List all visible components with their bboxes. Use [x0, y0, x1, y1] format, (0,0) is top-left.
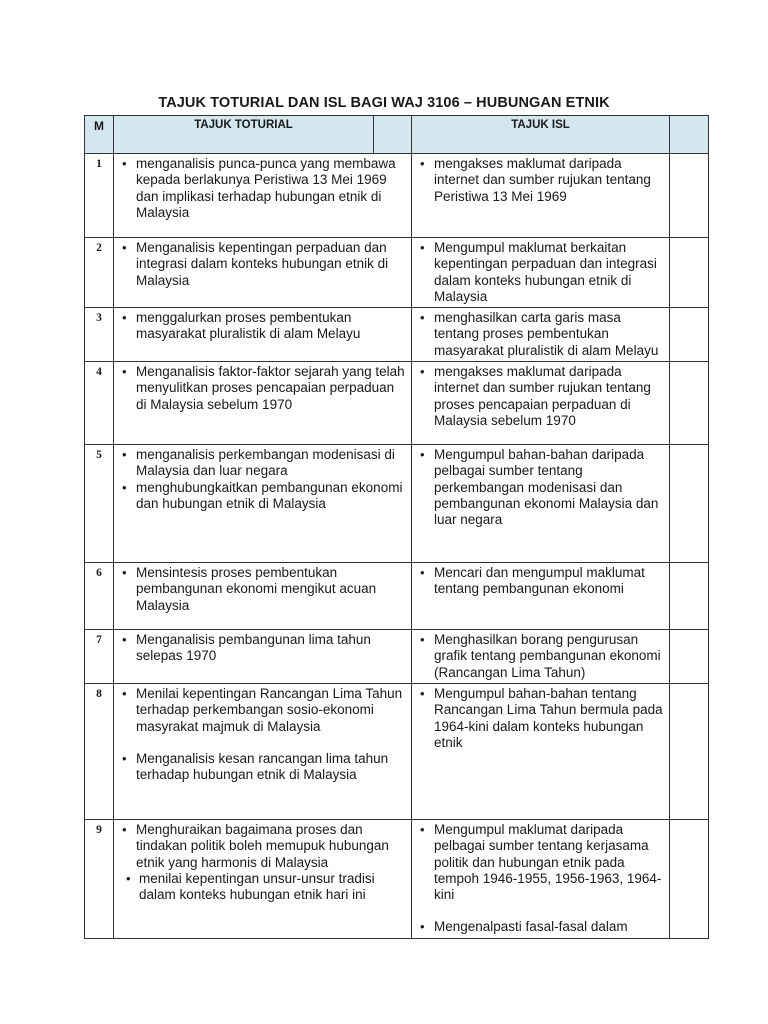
row-number: 5: [85, 445, 114, 563]
list-item: • Mengumpul bahan-bahan tentang Rancangan Lima Tahun bermula pada 1964-kini dalam konteks hubungan etnik: [418, 686, 665, 751]
table-row: [85, 630, 709, 684]
table-row: [85, 563, 709, 630]
empty-cell: [670, 445, 709, 563]
row-number: 1: [85, 154, 114, 238]
list-item: • Menganalisis faktor-faktor sejarah yang telah menyulitkan proses pencapaian perpaduan di Malaysia sebelum 1970: [120, 364, 407, 413]
tutorial-cell: [114, 819, 412, 938]
list-item: • Menganalisis kepentingan perpaduan dan integrasi dalam konteks hubungan etnik di Malaysia: [120, 240, 407, 289]
empty-cell: [670, 154, 709, 238]
header-tutorial: TAJUK TOTURIAL: [114, 116, 374, 154]
tutorial-cell: [114, 154, 412, 238]
tutorial-cell: [114, 445, 412, 563]
list-item: • menghubungkaitkan pembangunan ekonomi dan hubungan etnik di Malaysia: [120, 480, 407, 513]
table-row: [85, 362, 709, 445]
list-item: • Menilai kepentingan Rancangan Lima Tahun terhadap perkembangan sosio-ekonomi masyrakat majmuk di Malaysia: [120, 686, 407, 735]
tutorial-cell: [114, 362, 412, 445]
list-item: • Mencari dan mengumpul maklumat tentang pembangunan ekonomi: [418, 565, 665, 598]
list-item: • Mengumpul maklumat berkaitan kepentingan perpaduan dan integrasi dalam konteks hubungan etnik di Malaysia: [418, 240, 665, 305]
list-item: • Mengenalpasti fasal-fasal dalam: [418, 919, 665, 935]
table-row: [85, 445, 709, 563]
isl-cell: [412, 154, 670, 238]
isl-cell: [412, 683, 670, 819]
list-item: • Menghasilkan borang pengurusan grafik tentang pembangunan ekonomi (Rancangan Lima Tahun): [418, 632, 665, 681]
table-row: [85, 819, 709, 938]
list-item: • Mensintesis proses pembentukan pembangunan ekonomi mengikut acuan Malaysia: [120, 565, 407, 614]
list-item: • Menganalisis kesan rancangan lima tahun terhadap hubungan etnik di Malaysia: [120, 751, 407, 784]
row-number: 3: [85, 308, 114, 362]
header-isl: TAJUK ISL: [412, 116, 670, 154]
tutorial-cell: [114, 308, 412, 362]
row-number: 6: [85, 563, 114, 630]
header-m: M: [85, 116, 114, 154]
empty-cell: [670, 630, 709, 684]
tutorial-cell: [114, 630, 412, 684]
tutorial-cell: [114, 238, 412, 308]
isl-cell: [412, 563, 670, 630]
row-number: 4: [85, 362, 114, 445]
list-item: • menggalurkan proses pembentukan masyarakat pluralistik di alam Melayu: [120, 310, 407, 343]
row-number: 2: [85, 238, 114, 308]
isl-cell: [412, 819, 670, 938]
list-item: • menghasilkan carta garis masa tentang proses pembentukan masyarakat pluralistik di alam Melayu: [418, 310, 665, 359]
list-item: • Menganalisis pembangunan lima tahun selepas 1970: [120, 632, 407, 665]
list-item: • Mengumpul maklumat daripada pelbagai sumber tentang kerjasama politik dan hubungan etnik pada tempoh 1946-1955, 1956-1963, 1964-kini: [418, 822, 665, 903]
row-number: 8: [85, 683, 114, 819]
row-number: 9: [85, 819, 114, 938]
list-item: • Menghuraikan bagaimana proses dan tindakan politik boleh memupuk hubungan etnik yang harmonis di Malaysia: [120, 822, 407, 871]
empty-cell: [670, 362, 709, 445]
list-item: • mengakses maklumat daripada internet dan sumber rujukan tentang proses pencapaian perpaduan di Malaysia sebelum 1970: [418, 364, 665, 429]
table-row: [85, 238, 709, 308]
empty-cell: [670, 563, 709, 630]
list-item: • menganalisis perkembangan modenisasi di Malaysia dan luar negara: [120, 447, 407, 480]
isl-cell: [412, 630, 670, 684]
list-item: • menganalisis punca-punca yang membawa kepada berlakunya Peristiwa 13 Mei 1969 dan implikasi terhadap hubungan etnik di Malaysia: [120, 156, 407, 221]
header-empty-2: [670, 116, 709, 154]
list-item: • Mengumpul bahan-bahan daripada pelbagai sumber tentang perkembangan modenisasi dan pembangunan ekonomi Malaysia dan luar negara: [418, 447, 665, 528]
row-number: 7: [85, 630, 114, 684]
empty-cell: [670, 683, 709, 819]
header-empty-1: [374, 116, 412, 154]
empty-cell: [670, 819, 709, 938]
list-item: • mengakses maklumat daripada internet dan sumber rujukan tentang Peristiwa 13 Mei 1969: [418, 156, 665, 205]
empty-cell: [670, 308, 709, 362]
tutorial-isl-table: [84, 115, 709, 939]
tutorial-cell: [114, 683, 412, 819]
tutorial-cell: [114, 563, 412, 630]
header-row: [85, 116, 709, 154]
table-row: [85, 683, 709, 819]
document-title: TAJUK TOTURIAL DAN ISL BAGI WAJ 3106 – HUBUNGAN ETNIK: [158, 95, 610, 111]
table-row: [85, 308, 709, 362]
list-item: • menilai kepentingan unsur-unsur tradisi dalam konteks hubungan etnik hari ini: [120, 871, 407, 904]
isl-cell: [412, 238, 670, 308]
table-row: [85, 154, 709, 238]
isl-cell: [412, 445, 670, 563]
isl-cell: [412, 308, 670, 362]
empty-cell: [670, 238, 709, 308]
isl-cell: [412, 362, 670, 445]
